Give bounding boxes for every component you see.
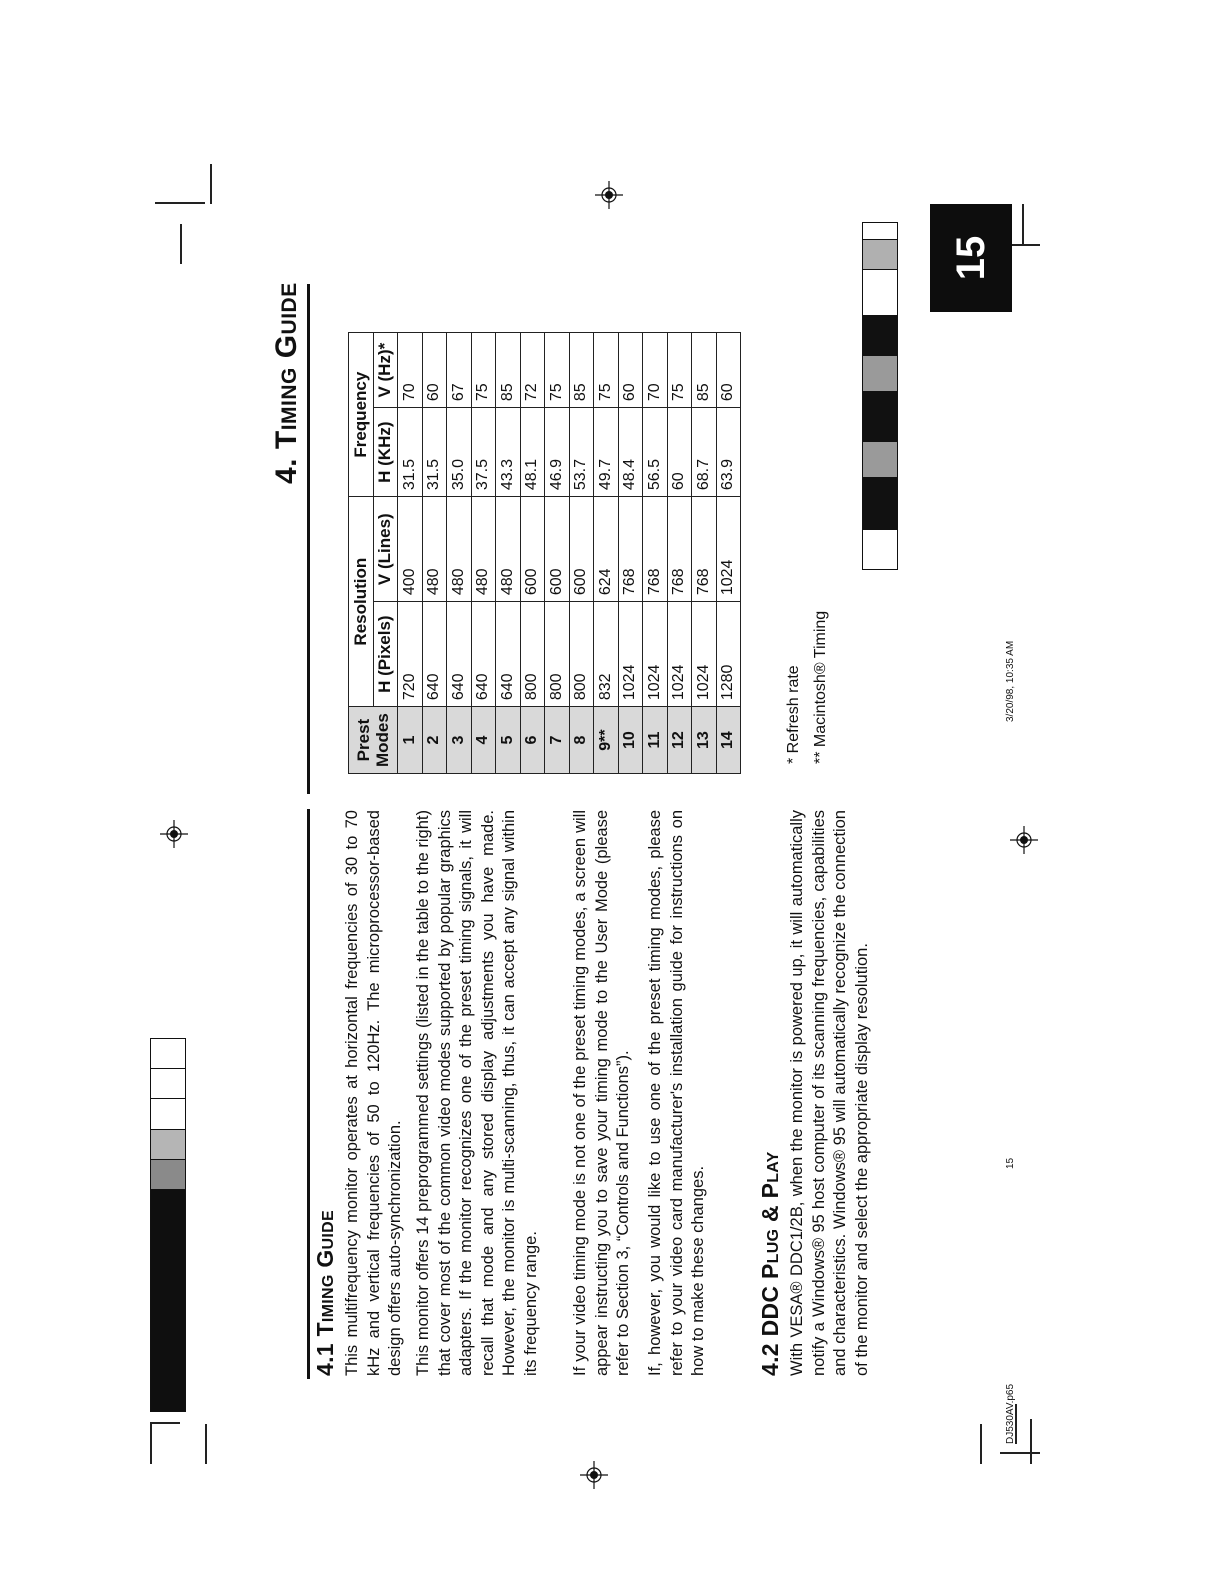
v-lines-cell: 480 xyxy=(422,497,447,602)
h-khz-cell: 68.7 xyxy=(692,408,717,497)
v-lines-cell: 768 xyxy=(692,497,717,602)
h-pixels-cell: 1280 xyxy=(716,602,741,707)
v-lines-cell: 600 xyxy=(545,497,570,602)
section-41-paragraph-4: If, however, you would like to use one of the preset timing modes, please refer to your video card manufacturer's installation guide for instructions on how to make these changes. xyxy=(646,810,707,1376)
page-number-tab xyxy=(930,204,1012,312)
mode-cell: 3 xyxy=(447,707,472,774)
h-pixels-cell: 640 xyxy=(471,602,496,707)
h-khz-cell: 63.9 xyxy=(716,408,741,497)
table-row xyxy=(716,333,741,774)
h-khz-cell: 37.5 xyxy=(471,408,496,497)
v-hz-cell: 60 xyxy=(618,333,643,408)
v-lines-cell: 768 xyxy=(643,497,668,602)
table-row xyxy=(569,333,594,774)
v-hz-cell: 70 xyxy=(643,333,668,408)
page-number: 15 xyxy=(948,235,993,281)
col-h-pixels-header: H (Pixels) xyxy=(373,602,398,707)
v-lines-cell: 768 xyxy=(667,497,692,602)
h-pixels-cell: 1024 xyxy=(692,602,717,707)
h-pixels-cell: 640 xyxy=(422,602,447,707)
v-hz-cell: 85 xyxy=(496,333,521,408)
mode-cell: 6 xyxy=(520,707,545,774)
main-heading-title: Timing Guide xyxy=(270,282,303,450)
v-hz-cell: 67 xyxy=(447,333,472,408)
color-bar-left-swatches xyxy=(150,1038,186,1190)
h-pixels-cell: 1024 xyxy=(667,602,692,707)
v-lines-cell: 624 xyxy=(594,497,619,602)
v-hz-cell: 75 xyxy=(471,333,496,408)
h-pixels-cell: 640 xyxy=(447,602,472,707)
h-khz-cell: 53.7 xyxy=(569,408,594,497)
v-lines-cell: 600 xyxy=(569,497,594,602)
v-lines-cell: 400 xyxy=(398,497,423,602)
timing-table-body xyxy=(398,333,741,774)
table-row xyxy=(496,333,521,774)
v-lines-cell: 480 xyxy=(471,497,496,602)
h-pixels-cell: 640 xyxy=(496,602,521,707)
slug-timestamp: 3/20/98, 10:35 AM xyxy=(1005,640,1016,722)
group-frequency-header: Frequency xyxy=(349,333,374,497)
timing-table xyxy=(348,332,741,774)
h-khz-cell: 31.5 xyxy=(398,408,423,497)
mode-cell: 2 xyxy=(422,707,447,774)
registration-mark-icon xyxy=(580,1461,608,1489)
table-row xyxy=(643,333,668,774)
v-lines-cell: 480 xyxy=(496,497,521,602)
color-bar-right xyxy=(862,222,898,570)
mode-cell: 13 xyxy=(692,707,717,774)
v-hz-cell: 70 xyxy=(398,333,423,408)
section-42-paragraph: With VESA® DDC1/2B, when the monitor is powered up, it will automatically notify a Windows® 95 host computer of its scanning frequencies, capabilities and characteristics. Windows® 95 will automatically recognize the connection of the monitor and select the appropriate display resolution. xyxy=(788,810,871,1376)
mode-cell: 7 xyxy=(545,707,570,774)
mode-cell: 4 xyxy=(471,707,496,774)
mode-cell: 11 xyxy=(643,707,668,774)
registration-mark-icon xyxy=(595,181,623,209)
v-hz-cell: 60 xyxy=(422,333,447,408)
heading-rule-right xyxy=(307,284,310,794)
section-41-paragraph-1: This multifrequency monitor operates at horizontal frequencies of 30 to 70 kHz and vertical frequencies of 50 to 120Hz. The microprocessor-based design offers auto-synchronization. xyxy=(343,810,404,1376)
v-hz-cell: 85 xyxy=(692,333,717,408)
slug-filename: DJ530AV.p65 xyxy=(1005,1383,1016,1444)
table-row xyxy=(545,333,570,774)
v-hz-cell: 75 xyxy=(594,333,619,408)
table-row xyxy=(618,333,643,774)
section-41-paragraph-2: This monitor offers 14 preprogrammed settings (listed in the table to the right) that cover most of the common video modes supported by popular graphics adapters. If the monitor recognizes one of the preset timing signals, it will recall that mode and any stored display adjustments you have made. However, the monitor is multi-scanning, thus, it can accept any signal within its frequency range. xyxy=(414,810,540,1376)
h-khz-cell: 49.7 xyxy=(594,408,619,497)
mode-cell: 1 xyxy=(398,707,423,774)
h-pixels-cell: 720 xyxy=(398,602,423,707)
section-41-heading: 4.1 Timing Guide xyxy=(312,1210,338,1376)
v-hz-cell: 75 xyxy=(667,333,692,408)
group-resolution-header: Resolution xyxy=(349,497,374,707)
col-v-hz-header: V (Hz)* xyxy=(373,333,398,408)
mode-cell: 8 xyxy=(569,707,594,774)
v-lines-cell: 768 xyxy=(618,497,643,602)
h-khz-cell: 56.5 xyxy=(643,408,668,497)
mode-cell: 12 xyxy=(667,707,692,774)
mode-cell: 9** xyxy=(594,707,619,774)
mode-cell: 14 xyxy=(716,707,741,774)
h-khz-cell: 60 xyxy=(667,408,692,497)
footnote-macintosh: ** Macintosh® Timing xyxy=(812,610,829,764)
h-khz-cell: 48.4 xyxy=(618,408,643,497)
v-lines-cell: 480 xyxy=(447,497,472,602)
section-41-paragraph-3: If your video timing mode is not one of the preset timing modes, a screen will appear instructing you to save your timing mode to the User Mode (please refer to Section 3, “Controls and Functions”). xyxy=(571,810,632,1376)
h-khz-cell: 43.3 xyxy=(496,408,521,497)
table-row xyxy=(692,333,717,774)
h-pixels-cell: 800 xyxy=(520,602,545,707)
slug-page: 15 xyxy=(1005,1157,1016,1169)
heading-rule-left xyxy=(307,809,310,1379)
table-row xyxy=(471,333,496,774)
table-row xyxy=(594,333,619,774)
v-hz-cell: 85 xyxy=(569,333,594,408)
v-lines-cell: 600 xyxy=(520,497,545,602)
footnote-refresh-rate: * Refresh rate xyxy=(785,665,802,764)
col-h-khz-header: H (KHz) xyxy=(373,408,398,497)
v-hz-cell: 72 xyxy=(520,333,545,408)
v-lines-cell: 1024 xyxy=(716,497,741,602)
col-v-lines-header: V (Lines) xyxy=(373,497,398,602)
color-bar-left xyxy=(150,170,184,1412)
h-khz-cell: 31.5 xyxy=(422,408,447,497)
registration-mark-icon xyxy=(1010,826,1038,854)
v-hz-cell: 60 xyxy=(716,333,741,408)
v-hz-cell: 75 xyxy=(545,333,570,408)
h-khz-cell: 35.0 xyxy=(447,408,472,497)
h-khz-cell: 48.1 xyxy=(520,408,545,497)
main-heading: 4. Timing Guide xyxy=(270,282,303,484)
col-mode-header: Prest Modes xyxy=(349,707,398,774)
table-row xyxy=(422,333,447,774)
table-row xyxy=(667,333,692,774)
table-row xyxy=(447,333,472,774)
mode-cell: 10 xyxy=(618,707,643,774)
table-row xyxy=(520,333,545,774)
h-pixels-cell: 832 xyxy=(594,602,619,707)
section-42-heading: 4.2 DDC Plug & Play xyxy=(757,1151,783,1376)
h-pixels-cell: 1024 xyxy=(618,602,643,707)
h-khz-cell: 46.9 xyxy=(545,408,570,497)
table-row xyxy=(398,333,423,774)
h-pixels-cell: 1024 xyxy=(643,602,668,707)
h-pixels-cell: 800 xyxy=(545,602,570,707)
h-pixels-cell: 800 xyxy=(569,602,594,707)
mode-cell: 5 xyxy=(496,707,521,774)
